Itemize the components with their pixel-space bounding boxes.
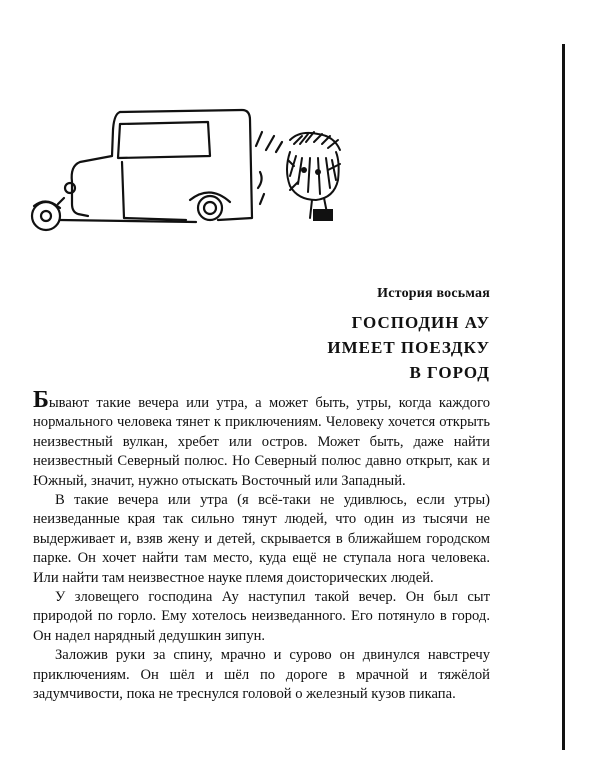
chapter-title-line-1: ГОСПОДИН АУ bbox=[351, 313, 490, 332]
paragraph-1 bbox=[33, 387, 490, 491]
page-edge-rule bbox=[562, 44, 565, 750]
paragraph-2: В такие вечера или утра (я всё-таки не удивлюсь, если утры) неизведанные края так сильно тянут людей, что один из тысячи не выдерживает и, взяв жену и детей, скрывается в ближайшем городском парке. Он хочет найти там место, куда ещё не ступала нога человека. Или найти там неизвестное науке племя доисторических людей. bbox=[33, 492, 490, 586]
chapter-heading bbox=[327, 286, 490, 385]
paragraph-4: Заложив руки за спину, мрачно и сурово он двинулся навстречу приключениям. Он шёл и шёл по дороге в мрачной и тяжёлой задумчивости, пока не треснулся головой о железный кузов пикапа. bbox=[33, 647, 490, 703]
chapter-body-text bbox=[33, 387, 490, 705]
drop-cap: Б bbox=[33, 387, 49, 413]
car-and-creature-illustration bbox=[28, 100, 358, 250]
chapter-title-line-2: ИМЕЕТ ПОЕЗДКУ bbox=[327, 338, 490, 357]
paragraph-3: У зловещего господина Ау наступил такой вечер. Он был сыт природой по горло. Ему хотелось неизведанного. Его потянуло в город. Он надел нарядный дедушкин зипун. bbox=[33, 589, 490, 644]
chapter-title-line-3: В ГОРОД bbox=[409, 363, 490, 382]
paragraph-1-text: ывают такие вечера или утра, а может быть, утры, когда каждого нормального человека тянет к приключениям. Человеку хочется открыть неизвестный вулкан, хребет или остров. Может быть, даже найти неизвестный Северный полюс. Но Северный полюс давно открыт, как и Южный, значит, нужно отыскать Восточный или Западный. bbox=[33, 395, 490, 489]
chapter-subtitle: История восьмая bbox=[377, 286, 490, 301]
